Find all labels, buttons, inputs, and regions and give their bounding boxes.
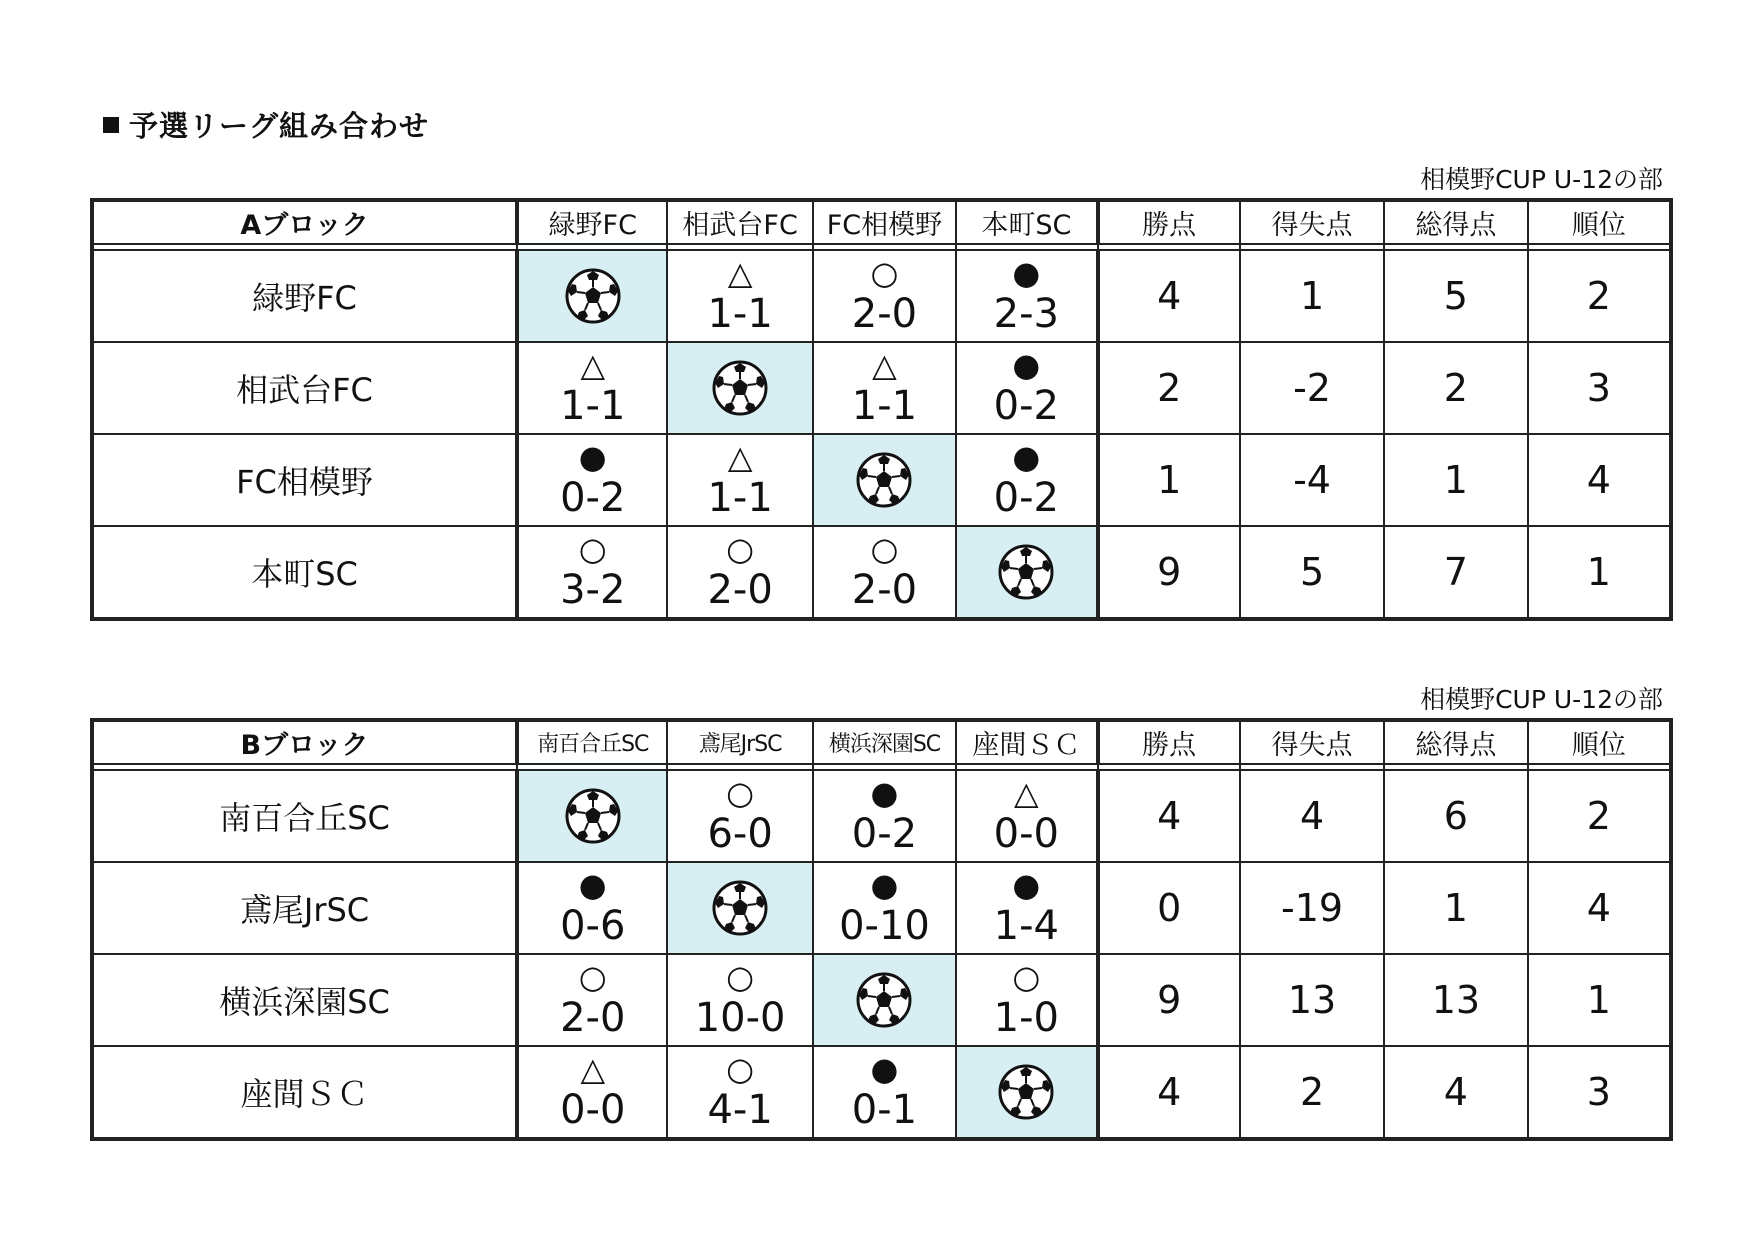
result-mark: △ — [872, 346, 897, 384]
self-match-cell — [667, 862, 812, 954]
result-cell — [667, 1046, 812, 1139]
table-row — [92, 1046, 1671, 1139]
result-mark: ● — [1012, 254, 1041, 292]
result-cell — [667, 434, 812, 526]
goal-difference-value: 2 — [1240, 1046, 1384, 1139]
result-mark: ● — [1012, 866, 1041, 904]
match-score: 0-0 — [560, 1087, 626, 1133]
rank-value: 3 — [1528, 1046, 1671, 1139]
goals-for-value: 13 — [1384, 954, 1527, 1046]
block-a — [90, 198, 1673, 621]
self-match-cell — [667, 342, 812, 434]
match-score: 0-2 — [851, 811, 918, 857]
goals-for-value: 4 — [1384, 1046, 1527, 1139]
team-name: FC相模野 — [92, 434, 517, 526]
points-value: 4 — [1098, 1046, 1240, 1139]
block-b-caption: 相模野CUP U-12の部 — [1420, 685, 1663, 714]
result-mark: △ — [580, 346, 606, 384]
table-row — [92, 954, 1671, 1046]
table-row — [92, 770, 1671, 862]
opponent-header: 緑野FC — [517, 200, 667, 244]
match-score: 0-2 — [560, 475, 626, 521]
result-mark: ○ — [578, 958, 607, 996]
match-result — [814, 1051, 955, 1133]
block-name: Aブロック — [92, 200, 517, 244]
page-title-text: 予選リーグ組み合わせ — [129, 109, 430, 143]
opponent-header: 鳶尾JrSC — [667, 720, 812, 764]
result-cell — [956, 434, 1097, 526]
match-score: 2-3 — [993, 291, 1059, 337]
match-result — [957, 959, 1095, 1041]
goals-for-value: 1 — [1384, 434, 1527, 526]
soccer-ball-icon — [564, 806, 622, 825]
self-match-cell — [517, 770, 667, 862]
self-match-cell — [813, 434, 956, 526]
match-score: 2-0 — [560, 995, 626, 1041]
header-row — [92, 720, 1671, 764]
opponent-header: 横浜深園SC — [813, 720, 956, 764]
result-cell — [667, 770, 812, 862]
match-score: 0-6 — [560, 903, 626, 949]
points-value: 9 — [1098, 954, 1240, 1046]
team-name: 南百合丘SC — [92, 770, 517, 862]
table-row — [92, 250, 1671, 342]
result-mark: △ — [727, 438, 753, 476]
stat-header: 順位 — [1528, 720, 1671, 764]
result-mark: ● — [578, 866, 607, 904]
match-score: 1-4 — [993, 903, 1059, 949]
block-b — [90, 718, 1673, 1141]
result-mark: ● — [1012, 346, 1041, 384]
points-value: 4 — [1098, 770, 1240, 862]
match-score: 1-0 — [993, 995, 1059, 1041]
team-name: 座間ＳＣ — [92, 1046, 517, 1139]
match-score: 3-2 — [560, 567, 626, 613]
block-name: Bブロック — [92, 720, 517, 764]
result-mark: ○ — [870, 530, 899, 568]
rank-value: 2 — [1528, 250, 1671, 342]
result-mark: ○ — [726, 1050, 755, 1088]
match-result — [957, 255, 1095, 337]
result-mark: ○ — [726, 958, 755, 996]
result-cell — [813, 250, 956, 342]
team-name: 本町SC — [92, 526, 517, 619]
stat-header: 得失点 — [1240, 720, 1384, 764]
match-result — [814, 255, 955, 337]
result-cell — [813, 342, 956, 434]
match-score: 10-0 — [694, 995, 786, 1041]
goal-difference-value: -19 — [1240, 862, 1384, 954]
goals-for-value: 6 — [1384, 770, 1527, 862]
stat-header: 勝点 — [1098, 200, 1240, 244]
match-result — [519, 959, 666, 1041]
rank-value: 4 — [1528, 434, 1671, 526]
match-score: 4-1 — [707, 1087, 773, 1133]
match-score: 0-10 — [839, 903, 930, 949]
opponent-header: 相武台FC — [667, 200, 812, 244]
match-result — [957, 439, 1095, 521]
rank-value: 3 — [1528, 342, 1671, 434]
goal-difference-value: -2 — [1240, 342, 1384, 434]
result-mark: ● — [870, 866, 899, 904]
match-result — [957, 867, 1095, 949]
table-row — [92, 862, 1671, 954]
opponent-header: 南百合丘SC — [517, 720, 667, 764]
result-cell — [667, 526, 812, 619]
result-mark: ○ — [726, 530, 755, 568]
stat-header: 総得点 — [1384, 720, 1527, 764]
match-score: 0-2 — [993, 475, 1059, 521]
header-row — [92, 200, 1671, 244]
match-result — [519, 439, 666, 521]
result-mark: ○ — [726, 774, 755, 812]
soccer-ball-icon — [564, 286, 622, 305]
match-score: 1-1 — [560, 383, 626, 429]
result-cell — [813, 526, 956, 619]
result-cell — [813, 770, 956, 862]
match-score: 6-0 — [707, 811, 773, 857]
result-cell — [667, 954, 812, 1046]
result-mark: ○ — [578, 530, 607, 568]
table-row — [92, 526, 1671, 619]
match-result — [957, 347, 1095, 429]
match-result — [668, 531, 811, 613]
stat-header: 得失点 — [1240, 200, 1384, 244]
result-mark: ● — [870, 1050, 899, 1088]
match-result — [519, 867, 666, 949]
match-score: 2-0 — [851, 567, 918, 613]
goals-for-value: 5 — [1384, 250, 1527, 342]
match-score: 0-1 — [851, 1087, 918, 1133]
block-a-caption: 相模野CUP U-12の部 — [1420, 165, 1663, 194]
match-result — [668, 959, 811, 1041]
soccer-ball-icon — [997, 1082, 1055, 1101]
result-mark: ● — [870, 774, 899, 812]
match-result — [519, 531, 666, 613]
points-value: 2 — [1098, 342, 1240, 434]
result-cell — [517, 862, 667, 954]
result-cell — [517, 1046, 667, 1139]
block-b-table — [90, 718, 1673, 1141]
match-result — [668, 439, 811, 521]
rank-value: 2 — [1528, 770, 1671, 862]
result-cell — [813, 1046, 956, 1139]
result-mark: ● — [578, 438, 607, 476]
match-result — [814, 347, 955, 429]
stat-header: 順位 — [1528, 200, 1671, 244]
goal-difference-value: 4 — [1240, 770, 1384, 862]
soccer-ball-icon — [855, 990, 913, 1009]
match-result — [668, 775, 811, 857]
result-mark: △ — [727, 254, 753, 292]
opponent-header: FC相模野 — [813, 200, 956, 244]
result-cell — [813, 862, 956, 954]
match-result — [957, 775, 1095, 857]
result-cell — [956, 862, 1097, 954]
match-result — [814, 867, 955, 949]
points-value: 0 — [1098, 862, 1240, 954]
goal-difference-value: 5 — [1240, 526, 1384, 619]
result-cell — [517, 526, 667, 619]
match-score: 0-0 — [993, 811, 1059, 857]
match-result — [519, 1051, 666, 1133]
opponent-header: 本町SC — [956, 200, 1097, 244]
table-row — [92, 342, 1671, 434]
match-result — [519, 347, 666, 429]
match-result — [814, 531, 955, 613]
square-bullet-icon — [103, 117, 119, 133]
result-cell — [517, 342, 667, 434]
team-name: 緑野FC — [92, 250, 517, 342]
match-score: 0-2 — [993, 383, 1059, 429]
match-score: 1-1 — [707, 291, 773, 337]
block-a-table — [90, 198, 1673, 621]
rank-value: 4 — [1528, 862, 1671, 954]
match-result — [814, 775, 955, 857]
rank-value: 1 — [1528, 526, 1671, 619]
page-title — [103, 104, 429, 145]
goals-for-value: 7 — [1384, 526, 1527, 619]
team-name: 横浜深園SC — [92, 954, 517, 1046]
points-value: 4 — [1098, 250, 1240, 342]
result-cell — [956, 342, 1097, 434]
match-score: 1-1 — [707, 475, 773, 521]
match-result — [668, 1051, 811, 1133]
goal-difference-value: -4 — [1240, 434, 1384, 526]
self-match-cell — [813, 954, 956, 1046]
stat-header: 総得点 — [1384, 200, 1527, 244]
result-mark: △ — [1014, 774, 1039, 812]
goal-difference-value: 13 — [1240, 954, 1384, 1046]
result-cell — [956, 250, 1097, 342]
rank-value: 1 — [1528, 954, 1671, 1046]
goals-for-value: 1 — [1384, 862, 1527, 954]
opponent-header: 座間ＳＣ — [956, 720, 1097, 764]
self-match-cell — [956, 526, 1097, 619]
team-name: 鳶尾JrSC — [92, 862, 517, 954]
team-name: 相武台FC — [92, 342, 517, 434]
result-cell — [517, 954, 667, 1046]
self-match-cell — [956, 1046, 1097, 1139]
points-value: 1 — [1098, 434, 1240, 526]
result-cell — [667, 250, 812, 342]
soccer-ball-icon — [711, 898, 769, 917]
result-mark: ● — [1012, 438, 1041, 476]
result-mark: △ — [580, 1050, 606, 1088]
soccer-ball-icon — [997, 562, 1055, 581]
points-value: 9 — [1098, 526, 1240, 619]
result-cell — [517, 434, 667, 526]
match-score: 2-0 — [707, 567, 773, 613]
match-score: 1-1 — [851, 383, 918, 429]
soccer-ball-icon — [711, 378, 769, 397]
table-row — [92, 434, 1671, 526]
goals-for-value: 2 — [1384, 342, 1527, 434]
match-score: 2-0 — [851, 291, 918, 337]
match-result — [668, 255, 811, 337]
result-mark: ○ — [870, 254, 899, 292]
result-cell — [956, 954, 1097, 1046]
result-cell — [956, 770, 1097, 862]
soccer-ball-icon — [855, 470, 913, 489]
result-mark: ○ — [1012, 958, 1041, 996]
stat-header: 勝点 — [1098, 720, 1240, 764]
self-match-cell — [517, 250, 667, 342]
goal-difference-value: 1 — [1240, 250, 1384, 342]
